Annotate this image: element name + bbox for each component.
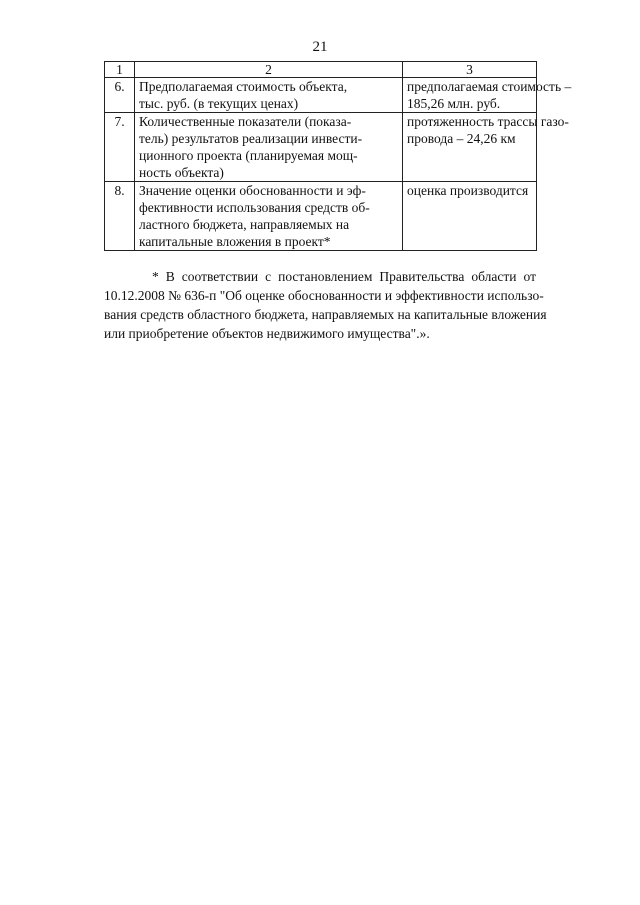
cell-line: ластного бюджета, направляемых на <box>139 217 350 232</box>
table-row <box>105 182 537 251</box>
cell-line: Количественные показатели (показа- <box>139 114 352 129</box>
row-number: 6. <box>105 78 135 113</box>
cell-line: капитальные вложения в проект* <box>139 234 331 249</box>
table-header-row <box>105 62 537 78</box>
footnote-line: или приобретение объектов недвижимого имущества".». <box>104 326 430 341</box>
header-col-1: 1 <box>105 62 135 78</box>
cell-line: фективности использования средств об- <box>139 200 370 215</box>
table-row <box>105 113 537 182</box>
cell-line: предполагаемая стоимость – <box>407 79 572 94</box>
footnote <box>104 267 547 343</box>
row-indicator <box>135 182 403 251</box>
row-number: 8. <box>105 182 135 251</box>
footnote-line: вания средств областного бюджета, направляемых на капитальные вложения <box>104 307 547 322</box>
row-indicator <box>135 78 403 113</box>
header-col-2: 2 <box>135 62 403 78</box>
cell-line: тыс. руб. (в текущих ценах) <box>139 96 299 111</box>
cell-line: ность объекта) <box>139 165 224 180</box>
header-col-3: 3 <box>403 62 537 78</box>
row-value <box>403 182 537 251</box>
cell-line: протяженность трассы газо- <box>407 114 569 129</box>
cell-line: тель) результатов реализации инвести- <box>139 131 363 146</box>
row-number: 7. <box>105 113 135 182</box>
row-value <box>403 113 569 182</box>
cell-line: Предполагаемая стоимость объекта, <box>139 79 348 94</box>
cell-line: Значение оценки обоснованности и эф- <box>139 183 366 198</box>
cell-line: оценка производится <box>407 183 529 198</box>
cell-line: 185,26 млн. руб. <box>407 96 501 111</box>
footnote-line: * В соответствии с постановлением Правительства области от <box>152 269 536 284</box>
row-value <box>403 78 572 113</box>
page-number: 21 <box>312 39 328 55</box>
cell-line: провода – 24,26 км <box>407 131 516 146</box>
table-row <box>105 78 537 113</box>
cell-line: ционного проекта (планируемая мощ- <box>139 148 358 163</box>
footnote-line: 10.12.2008 № 636-п "Об оценке обоснованности и эффективности использо- <box>104 288 544 303</box>
row-indicator <box>135 113 403 182</box>
project-info-table <box>104 61 572 251</box>
